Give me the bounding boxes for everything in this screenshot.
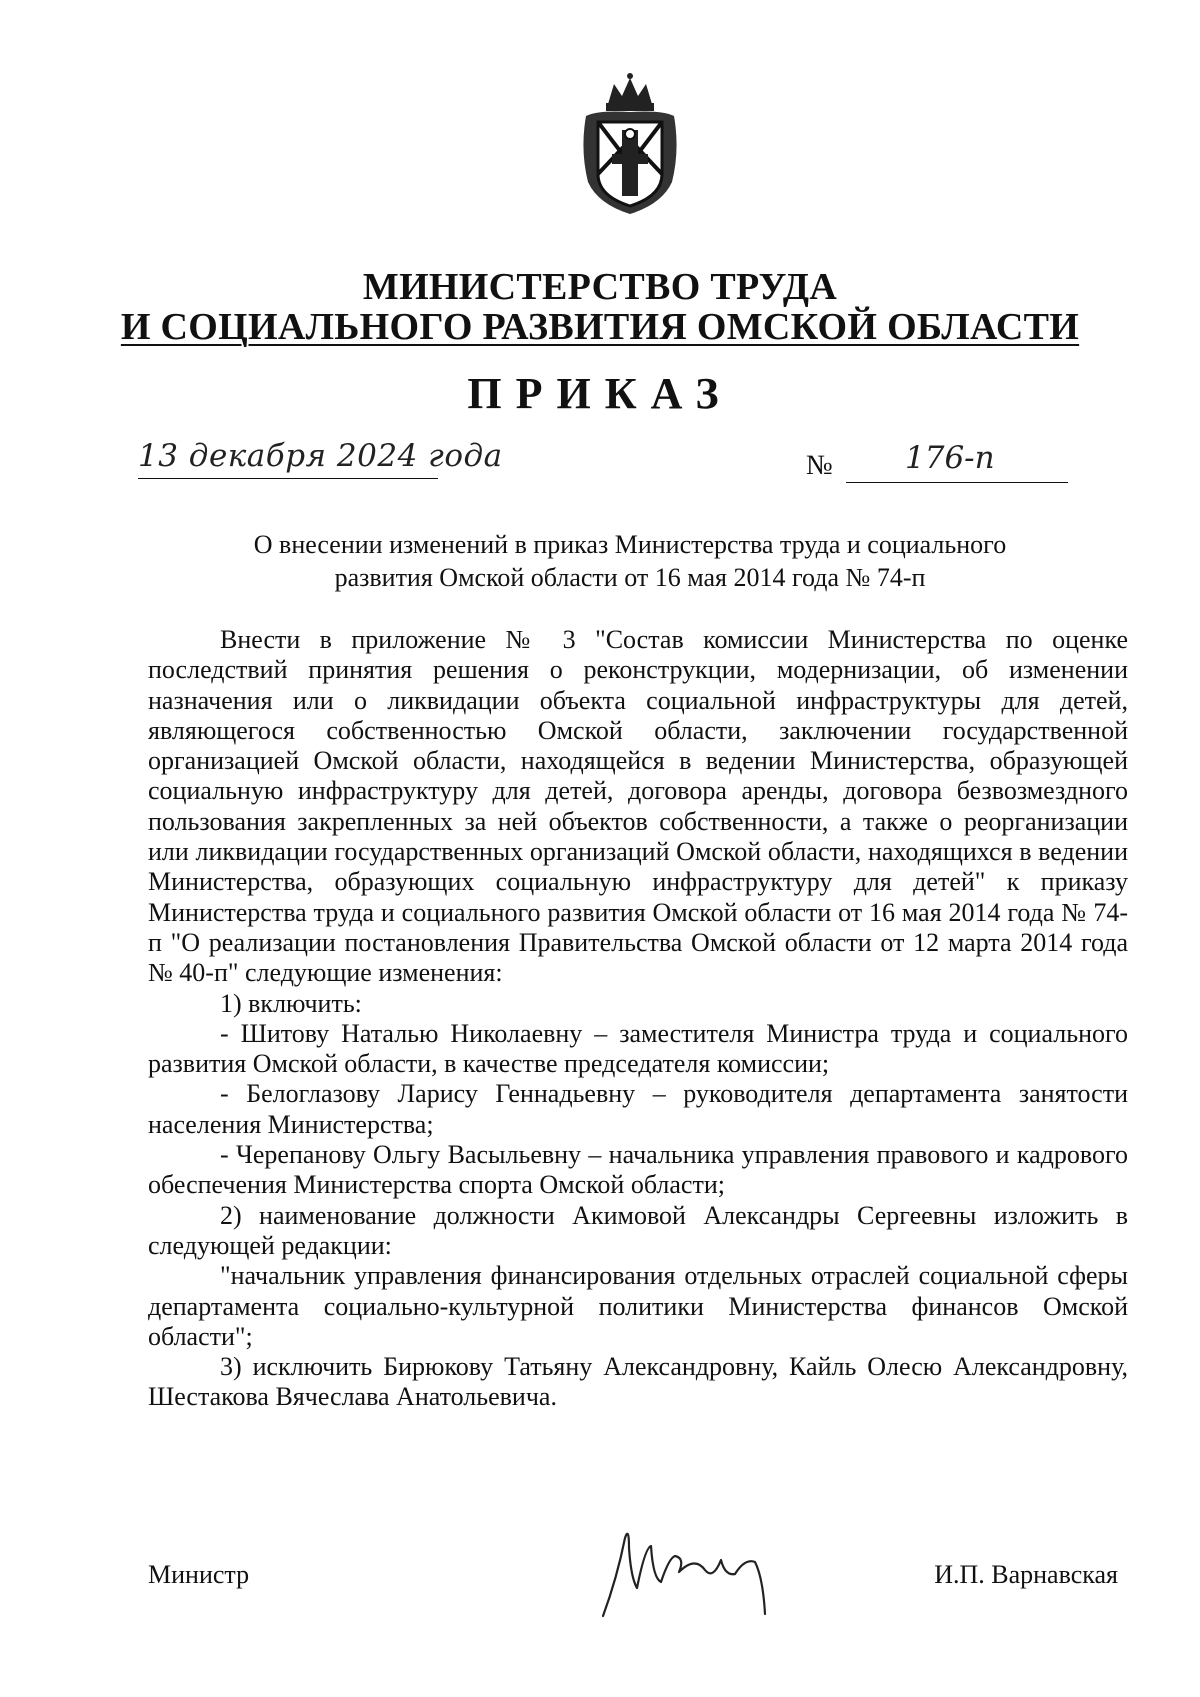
organization-name-line2: И СОЦИАЛЬНОГО РАЗВИТИЯ ОМСКОЙ ОБЛАСТИ bbox=[120, 306, 1080, 348]
date-underline bbox=[138, 478, 438, 479]
signatory-title: Министр bbox=[148, 1560, 250, 1589]
document-number-label: № bbox=[806, 450, 833, 481]
body-paragraph-main: Внести в приложение № 3 "Состав комиссии Министерства по оценке последствий принятия решения о реконструкции, модернизации, об изменении назначения или о ликвидации объекта социальной инфраструктуры для детей, являющегося собственностью Омской области, заключении государственной организацией Омской области, находящейся в ведении Министерства, образующей социальную инфраструктуру для детей, договора аренды, договора безвозмездного пользования закрепленных за ней объектов собственности, а также о реорганизации или ликвидации государственных организаций Омской области, находящихся в ведении Министерства, образующих социальную инфраструктуру для детей" к приказу Министерства труда и социального развития Омской области от 16 мая 2014 года № 74-п "О реализации постановления Правительства Омской области от 12 марта 2014 года № 40-п" следующие изменения: bbox=[148, 625, 1128, 988]
document-body bbox=[148, 625, 1128, 1413]
body-item-include: 1) включить: bbox=[220, 988, 362, 1018]
organization-name-line1: МИНИСТЕРСТВО ТРУДА bbox=[362, 266, 838, 308]
body-item-shitova: - Шитову Наталью Николаевну – заместителя Министра труда и социального развития Омской области, в качестве председателя комиссии; bbox=[148, 1018, 1128, 1079]
signatory-name: И.П. Варнавская bbox=[934, 1560, 1118, 1589]
body-item-new-position-text: "начальник управления финансирования отдельных отраслей социальной сферы департамента социально-культурной политики Министерства финансов Омской области"; bbox=[148, 1261, 1128, 1351]
body-item-cherepanova: - Черепанову Ольгу Васыльевну – начальника управления правового и кадрового обеспечения Министерства спорта Омской области; bbox=[148, 1140, 1128, 1200]
number-underline bbox=[846, 482, 1068, 483]
document-subject bbox=[200, 528, 1060, 594]
handwritten-signature bbox=[595, 1518, 785, 1628]
body-item-exclude: 3) исключить Бирюкову Татьяну Александровну, Кайль Олесю Александровну, Шестакова Вячеслава Анатольевича. bbox=[148, 1352, 1128, 1412]
document-date: 13 декабря 2024 года bbox=[138, 438, 503, 474]
body-item-beloglazova: - Белоглазову Ларису Геннадьевну – руководителя департамента занятости населения Министерства; bbox=[148, 1079, 1128, 1139]
coat-of-arms-emblem bbox=[578, 70, 682, 216]
subject-line2: развития Омской области от 16 мая 2014 года № 74-п bbox=[334, 563, 926, 592]
document-type-title: ПРИКАЗ bbox=[467, 369, 733, 418]
body-item-position-change: 2) наименование должности Акимовой Александры Сергеевны изложить в следующей редакции: bbox=[148, 1200, 1128, 1260]
document-number: 176-п bbox=[905, 440, 995, 476]
subject-line1: О внесении изменений в приказ Министерства труда и социального bbox=[253, 530, 1007, 559]
